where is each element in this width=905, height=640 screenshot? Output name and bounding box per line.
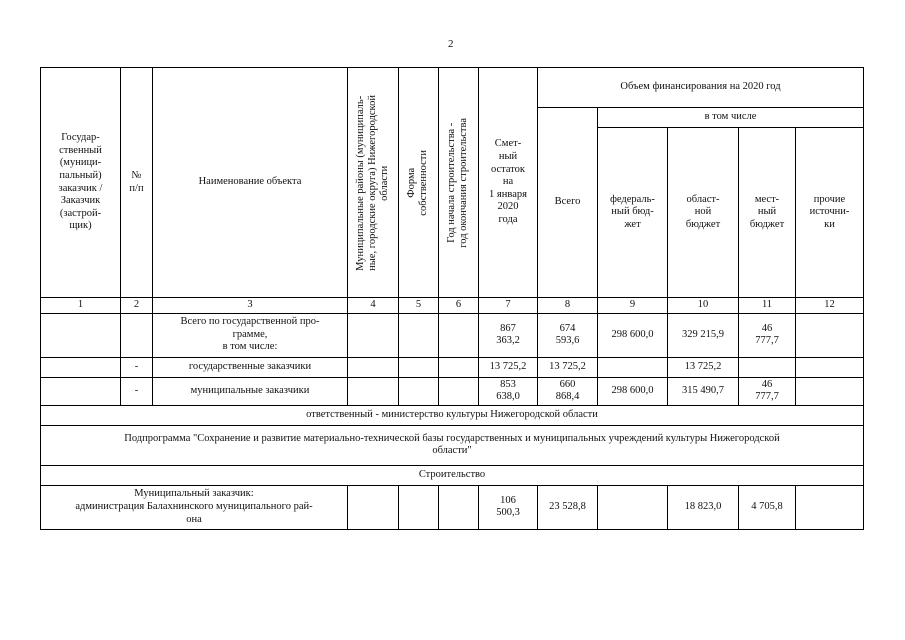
header-estimate: Смет- ный остаток на 1 января 2020 года: [479, 68, 538, 298]
header-number: № п/п: [121, 68, 153, 298]
row-regional: 13 725,2: [668, 357, 739, 377]
row-total: 13 725,2: [538, 357, 598, 377]
row-federal: 298 600,0: [598, 313, 668, 357]
row-name: муниципальные заказчики: [153, 377, 348, 405]
header-regional: област- ной бюджет: [668, 128, 739, 298]
page-number: 2: [448, 38, 454, 50]
table-row-total: [41, 313, 864, 357]
header-total: Всего: [538, 108, 598, 298]
table-row-municipal: [41, 377, 864, 405]
header-funding: Объем финансирования на 2020 год: [538, 68, 864, 108]
column-number: 10: [668, 298, 739, 314]
table-row-construction: [41, 465, 864, 485]
row-estimate: 106 500,3: [479, 485, 538, 529]
row-estimate: 867 363,2: [479, 313, 538, 357]
row-regional: 315 490,7: [668, 377, 739, 405]
column-number: 1: [41, 298, 121, 314]
row-number: -: [121, 357, 153, 377]
row-name: Всего по государственной про- грамме, в том числе:: [153, 313, 348, 357]
row-total: 674 593,6: [538, 313, 598, 357]
table-row-responsible: [41, 405, 864, 425]
construction-text: Строительство: [41, 465, 864, 485]
column-number: 2: [121, 298, 153, 314]
header-years: Год начала строительства - год окончания строительства: [439, 68, 479, 298]
column-number: 11: [739, 298, 796, 314]
column-number: 7: [479, 298, 538, 314]
row-customer: Муниципальный заказчик: администрация Балахнинского муниципального рай- она: [41, 485, 348, 529]
subprogram-text: Подпрограмма "Сохранение и развитие материально-технической базы государственных и муниципальных учреждений культуры Нижегородской области": [41, 425, 864, 465]
row-number: -: [121, 377, 153, 405]
header-including: в том числе: [598, 108, 864, 128]
header-other: прочие источни- ки: [796, 128, 864, 298]
column-number: 12: [796, 298, 864, 314]
responsible-text: ответственный - министерство культуры Нижегородской области: [41, 405, 864, 425]
row-local: 46 777,7: [739, 313, 796, 357]
table-row-balakhna: [41, 485, 864, 529]
header-customer: Государ- ственный (муници- пальный) заказчик / Заказчик (застрой- щик): [41, 68, 121, 298]
column-number: 4: [348, 298, 399, 314]
row-regional: 18 823,0: [668, 485, 739, 529]
column-number: 8: [538, 298, 598, 314]
column-number: 6: [439, 298, 479, 314]
table-row-subprogram: [41, 425, 864, 465]
row-estimate: 13 725,2: [479, 357, 538, 377]
row-local: 4 705,8: [739, 485, 796, 529]
row-name: государственные заказчики: [153, 357, 348, 377]
financing-table: [40, 67, 864, 530]
header-federal: федераль- ный бюд- жет: [598, 128, 668, 298]
column-number: 5: [399, 298, 439, 314]
header-local: мест- ный бюджет: [739, 128, 796, 298]
column-numbers-row: [41, 298, 864, 314]
table-row-state: [41, 357, 864, 377]
header-municipalities: Муниципальные районы (муниципаль- ные, городские округа) Нижегородской области: [348, 68, 399, 298]
column-number: 9: [598, 298, 668, 314]
row-local: 46 777,7: [739, 377, 796, 405]
header-object-name: Наименование объекта: [153, 68, 348, 298]
header-ownership: Форма собственности: [399, 68, 439, 298]
row-federal: 298 600,0: [598, 377, 668, 405]
row-total: 23 528,8: [538, 485, 598, 529]
column-number: 3: [153, 298, 348, 314]
row-estimate: 853 638,0: [479, 377, 538, 405]
row-regional: 329 215,9: [668, 313, 739, 357]
row-total: 660 868,4: [538, 377, 598, 405]
